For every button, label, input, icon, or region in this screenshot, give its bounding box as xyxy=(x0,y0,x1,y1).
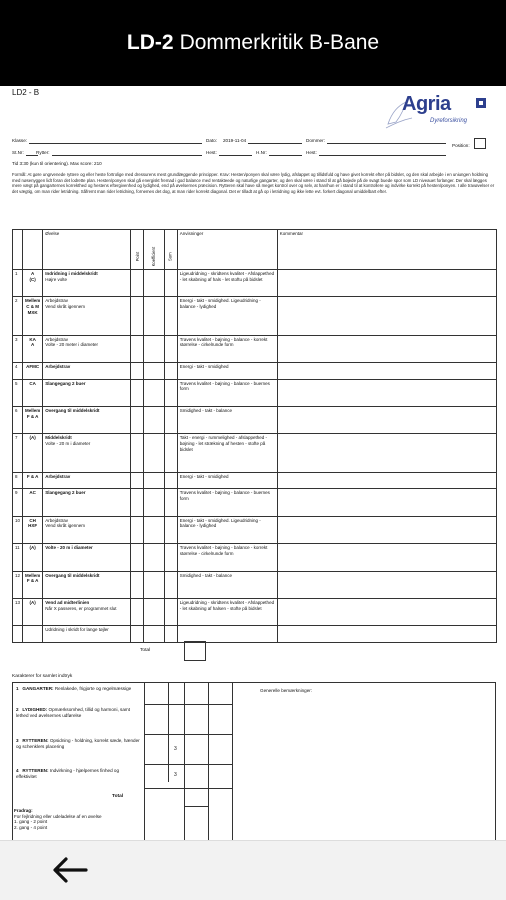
koefficient-cell[interactable] xyxy=(144,626,164,643)
fradrag-line: 2. gang - 4 point xyxy=(14,825,48,831)
row-guidance: Travens kvalitet - bøjning - balance - korrekt størrelse - cirkelrunde form xyxy=(177,544,277,571)
row-guidance: Smidighed - takt - balance xyxy=(177,407,277,434)
agria-logo xyxy=(384,92,494,132)
sum-cell[interactable] xyxy=(164,363,177,380)
h-nr-field[interactable] xyxy=(256,150,302,156)
koefficient-cell[interactable] xyxy=(144,544,164,571)
row-letters: AC xyxy=(23,489,43,516)
row-guidance: Energi - takt - smidighed. Ligeudridning - balance - lydighed xyxy=(177,516,277,543)
row-number xyxy=(13,626,23,643)
position-field[interactable] xyxy=(452,138,486,149)
comment-cell[interactable] xyxy=(277,516,496,543)
klasse-field[interactable] xyxy=(12,138,202,144)
point-cell[interactable] xyxy=(131,544,144,571)
table-row xyxy=(13,489,497,516)
row-letters: A (C) xyxy=(23,270,43,297)
point-cell[interactable] xyxy=(131,571,144,598)
app-title-bar xyxy=(0,0,506,86)
char-row-divider-2 xyxy=(144,734,232,735)
row-exercise: Arbejdstrav xyxy=(43,363,131,380)
row-exercise: Slangegang 2 buer xyxy=(43,379,131,406)
table-row xyxy=(13,270,497,297)
h-nr-label: H.Nr: xyxy=(256,150,267,155)
arrow-left-icon xyxy=(50,853,90,887)
logo-tagline: Dyreforsikring xyxy=(430,118,468,124)
sum-cell[interactable] xyxy=(164,626,177,643)
point-cell[interactable] xyxy=(131,516,144,543)
point-cell[interactable] xyxy=(131,472,144,489)
sum-cell[interactable] xyxy=(164,335,177,362)
col-ovelse-header: Øvelse xyxy=(43,230,131,270)
comment-cell[interactable] xyxy=(277,544,496,571)
char-item-3: 3 RYTTEREN: Opsidning - holdning, korrekt sæde, hænder og schenklers placering xyxy=(16,738,140,749)
hest-field[interactable] xyxy=(206,150,252,156)
table-header-row xyxy=(13,230,497,270)
point-cell[interactable] xyxy=(131,489,144,516)
tid-note: Tid 3:30 (kun til orientering). Max score: 210 xyxy=(12,161,102,166)
row-guidance: Energi - takt - smidighed. Ligeudridning - balance - lydighed xyxy=(177,297,277,335)
row-number: 1 xyxy=(13,270,23,297)
col-point-header: Point xyxy=(131,230,144,270)
char-col-divider-3 xyxy=(184,682,185,840)
sum-cell[interactable] xyxy=(164,472,177,489)
koefficient-cell[interactable] xyxy=(144,379,164,406)
col-sum-header: Sum xyxy=(164,230,177,270)
row-number: 2 xyxy=(13,297,23,335)
row-guidance: Energi - takt - smidighed xyxy=(177,363,277,380)
dato-value: 2019-11-04 xyxy=(222,138,247,143)
fradrag-line: 1. gang - 2 point xyxy=(14,819,48,825)
row-exercise: Arbejdstrav Volte - 20 meter i diameter xyxy=(43,335,131,362)
row-letters: CA xyxy=(23,379,43,406)
sum-cell[interactable] xyxy=(164,598,177,625)
row-number: 12 xyxy=(13,571,23,598)
col-kommentar-header: Kommentar xyxy=(277,230,496,270)
table-row xyxy=(13,516,497,543)
comment-cell[interactable] xyxy=(277,379,496,406)
sum-cell[interactable] xyxy=(164,297,177,335)
table-total-label: Total xyxy=(140,648,151,653)
col-anvisninger-header: Anvisninger xyxy=(177,230,277,270)
row-letters: AFMC xyxy=(23,363,43,380)
koefficient-cell[interactable] xyxy=(144,407,164,434)
row-number: 7 xyxy=(13,434,23,472)
table-row xyxy=(13,472,497,489)
general-remarks-label: Generelle bemærkninger: xyxy=(260,688,313,693)
char-factor-4: 3 xyxy=(174,772,177,778)
table-row xyxy=(13,379,497,406)
row-exercise: Arbejdstrav Vend skråt igennem xyxy=(43,297,131,335)
char-col-divider-5 xyxy=(232,682,233,840)
koefficient-cell[interactable] xyxy=(144,270,164,297)
table-row xyxy=(13,297,497,335)
dato-label: Dato: xyxy=(206,138,217,143)
row-exercise: Arbejdstrav xyxy=(43,472,131,489)
rytter-field[interactable] xyxy=(36,150,202,156)
position-box[interactable] xyxy=(474,138,486,149)
row-exercise: Udridning i skridt for lange tøjler xyxy=(43,626,131,643)
row-guidance: Ligeudridning - skridtens kvalitet - Afslappethed - let skabning af halsen - stofte på bidslet xyxy=(177,598,277,625)
char-row-divider-1 xyxy=(144,704,232,705)
sum-cell[interactable] xyxy=(164,407,177,434)
row-number: 3 xyxy=(13,335,23,362)
point-cell[interactable] xyxy=(131,598,144,625)
document-view[interactable] xyxy=(0,86,506,840)
row-guidance: Takt - energi - rummelighed - afslappethed - bøjning - let strækning af hesten - stofte på bidslet xyxy=(177,434,277,472)
document-code: LD2 - B xyxy=(12,88,40,97)
row-guidance xyxy=(177,626,277,643)
table-row xyxy=(13,544,497,571)
table-row xyxy=(13,407,497,434)
char-item-1: 1 GANGARTER: Renlakede, frigjorte og regelmæssige xyxy=(16,686,132,691)
position-label: Position: xyxy=(452,143,470,149)
char-row-divider-5 xyxy=(184,806,208,807)
char-factor-3: 3 xyxy=(174,746,177,752)
point-cell[interactable] xyxy=(131,363,144,380)
row-number: 5 xyxy=(13,379,23,406)
rytter-label: Rytter: xyxy=(36,150,50,155)
col-letter-header xyxy=(23,230,43,270)
hest2-field[interactable] xyxy=(306,150,446,156)
row-guidance: Travens kvalitet - bøjning - balance - korrekt størrelse - cirkelrunde form xyxy=(177,335,277,362)
sum-cell[interactable] xyxy=(164,270,177,297)
row-exercise: Arbejdstrav Vend skråt igennem xyxy=(43,516,131,543)
klasse-label: Klasse: xyxy=(12,138,28,143)
koefficient-cell[interactable] xyxy=(144,516,164,543)
col-num-header xyxy=(13,230,23,270)
sum-cell[interactable] xyxy=(164,544,177,571)
comment-cell[interactable] xyxy=(277,434,496,472)
logo-brand: Agria xyxy=(402,93,451,115)
characters-total-label: Total xyxy=(112,794,124,799)
fradrag-section xyxy=(14,808,102,831)
char-row-divider-3 xyxy=(144,764,232,765)
hest-label: Hest: xyxy=(206,150,217,155)
dato-field[interactable] xyxy=(206,138,302,144)
row-exercise: Indridning i middelskridt Højre volte xyxy=(43,270,131,297)
row-exercise: Volte - 20 m i diameter xyxy=(43,544,131,571)
row-letters: CH HXF xyxy=(23,516,43,543)
logo-square-icon xyxy=(476,98,486,108)
koefficient-cell[interactable] xyxy=(144,571,164,598)
koefficient-cell[interactable] xyxy=(144,363,164,380)
char-row-divider-4 xyxy=(144,788,232,789)
row-guidance: Travens kvalitet - bøjning - balance - buernes form xyxy=(177,379,277,406)
point-cell[interactable] xyxy=(131,379,144,406)
comment-cell[interactable] xyxy=(277,598,496,625)
comment-cell[interactable] xyxy=(277,297,496,335)
st-nr-label: St.Nr: xyxy=(12,150,24,155)
sum-cell[interactable] xyxy=(164,379,177,406)
char-item-4: 4 RYTTEREN: Indvirkning - hjælpernes finhed og effektivitet xyxy=(16,768,120,779)
table-row xyxy=(13,571,497,598)
sum-cell[interactable] xyxy=(164,434,177,472)
table-total-box[interactable] xyxy=(184,641,206,661)
row-letters xyxy=(23,626,43,643)
point-cell[interactable] xyxy=(131,270,144,297)
koefficient-cell[interactable] xyxy=(144,598,164,625)
row-number: 10 xyxy=(13,516,23,543)
point-cell[interactable] xyxy=(131,407,144,434)
col-koefficient-header: Koefficient xyxy=(144,230,164,270)
comment-cell[interactable] xyxy=(277,626,496,643)
row-letters: (A) xyxy=(23,544,43,571)
table-row xyxy=(13,626,497,643)
row-exercise: Slangegang 2 buer xyxy=(43,489,131,516)
title-code: LD-2 xyxy=(126,31,174,54)
dommer-field[interactable] xyxy=(306,138,446,144)
table-row xyxy=(13,363,497,380)
row-number: 8 xyxy=(13,472,23,489)
row-guidance: Travens kvalitet - bøjning - balance - buernes form xyxy=(177,489,277,516)
table-row xyxy=(13,434,497,472)
char-col-divider-1 xyxy=(144,682,145,840)
hest2-label: Hest: xyxy=(306,150,317,155)
row-letters: Mellem F & A xyxy=(23,571,43,598)
row-number: 4 xyxy=(13,363,23,380)
koefficient-cell[interactable] xyxy=(144,434,164,472)
comment-cell[interactable] xyxy=(277,472,496,489)
characters-heading: Karakterer for samlet indtryk xyxy=(12,674,73,679)
intro-paragraph: Formål: At gøre ungrvenede ryttere og eller heste fortrolige med dressurens mest grundlæggende principper. Krav: Hesten/ponyen skal være lydig, afslappet og tillidsfuld og have givet korrekt efter på bidslet, og den skal arbejde i en uniungen holdning med nøsenyggen lidt foran det lodrette plan. Hesten/ponyen skal gå energiskt fremad i god balance med rentakteede og naturlige gangarter, og den skal være i stand til at gå bøjede på de svagt buede spor som LD niveauet forlanger. Der skal lægges mere vægt på gangarternes korrekthed og hestens eftergivenhed og lydighed, end på øvelsernes præcision. Rytteren skal have så meget kontrol over og selv, at han/hun er i stand til at kontrollere og indvirke korrekt på hesten/ponyen. I alle travøvelser er det vægtig, om man rider letridning. Såfremt man rider letridning, fornemes det dog, at man rider korrekt diagonal. Det er tilladt at gå op i letridning og ikke lette evt. forkert diagonal umiddelbart efter. xyxy=(12,172,495,194)
comment-cell[interactable] xyxy=(277,270,496,297)
row-letters: Mellem C & M MXK xyxy=(23,297,43,335)
point-cell[interactable] xyxy=(131,335,144,362)
row-letters: F & A xyxy=(23,472,43,489)
st-nr-field[interactable] xyxy=(12,150,38,156)
title-text: Dommerkritik B-Bane xyxy=(179,31,380,54)
table-row xyxy=(13,598,497,625)
row-guidance: Ligeudridning - skridtens kvalitet - Afslappethed - let skabning af hals - let stoftu på bidslet xyxy=(177,270,277,297)
fradrag-line: For fejlridning eller udeladelse af en øvelse xyxy=(14,813,102,819)
koefficient-cell[interactable] xyxy=(144,472,164,489)
row-guidance: Energi - takt - smidighed xyxy=(177,472,277,489)
char-col-divider-2 xyxy=(168,682,169,782)
koefficient-cell[interactable] xyxy=(144,297,164,335)
exercise-table xyxy=(12,229,497,643)
comment-cell[interactable] xyxy=(277,407,496,434)
point-cell[interactable] xyxy=(131,626,144,643)
row-letters: KA A xyxy=(23,335,43,362)
sum-cell[interactable] xyxy=(164,571,177,598)
point-cell[interactable] xyxy=(131,297,144,335)
koefficient-cell[interactable] xyxy=(144,335,164,362)
sum-cell[interactable] xyxy=(164,516,177,543)
fradrag-title: Fradrag: xyxy=(14,808,33,813)
table-row xyxy=(13,335,497,362)
row-exercise: Overgang til middelskridt xyxy=(43,571,131,598)
comment-cell[interactable] xyxy=(277,489,496,516)
point-cell[interactable] xyxy=(131,434,144,472)
koefficient-cell[interactable] xyxy=(144,489,164,516)
char-col-divider-4 xyxy=(208,682,209,840)
char-item-2: 2 LYDIGHED: Opmærksomhed, tillid og harmoni, samt lethed ved øvelsernes udførelse xyxy=(16,707,130,718)
comment-cell[interactable] xyxy=(277,571,496,598)
comment-cell[interactable] xyxy=(277,335,496,362)
row-letters: (A) xyxy=(23,598,43,625)
row-guidance: Smidighed - takt - balance xyxy=(177,571,277,598)
dommer-label: Dommer: xyxy=(306,138,325,143)
sum-cell[interactable] xyxy=(164,489,177,516)
row-letters: Mellem F & A xyxy=(23,407,43,434)
row-exercise: Overgang til middelskridt xyxy=(43,407,131,434)
row-number: 11 xyxy=(13,544,23,571)
bottom-nav-bar xyxy=(0,840,506,900)
comment-cell[interactable] xyxy=(277,363,496,380)
back-button[interactable] xyxy=(50,853,90,887)
row-number: 6 xyxy=(13,407,23,434)
row-exercise: Middelskridt Volte - 20 m i diameter xyxy=(43,434,131,472)
row-number: 13 xyxy=(13,598,23,625)
row-number: 9 xyxy=(13,489,23,516)
row-letters: (A) xyxy=(23,434,43,472)
row-exercise: Vend ad midterlinien Når X passeres, er programmet slut xyxy=(43,598,131,625)
